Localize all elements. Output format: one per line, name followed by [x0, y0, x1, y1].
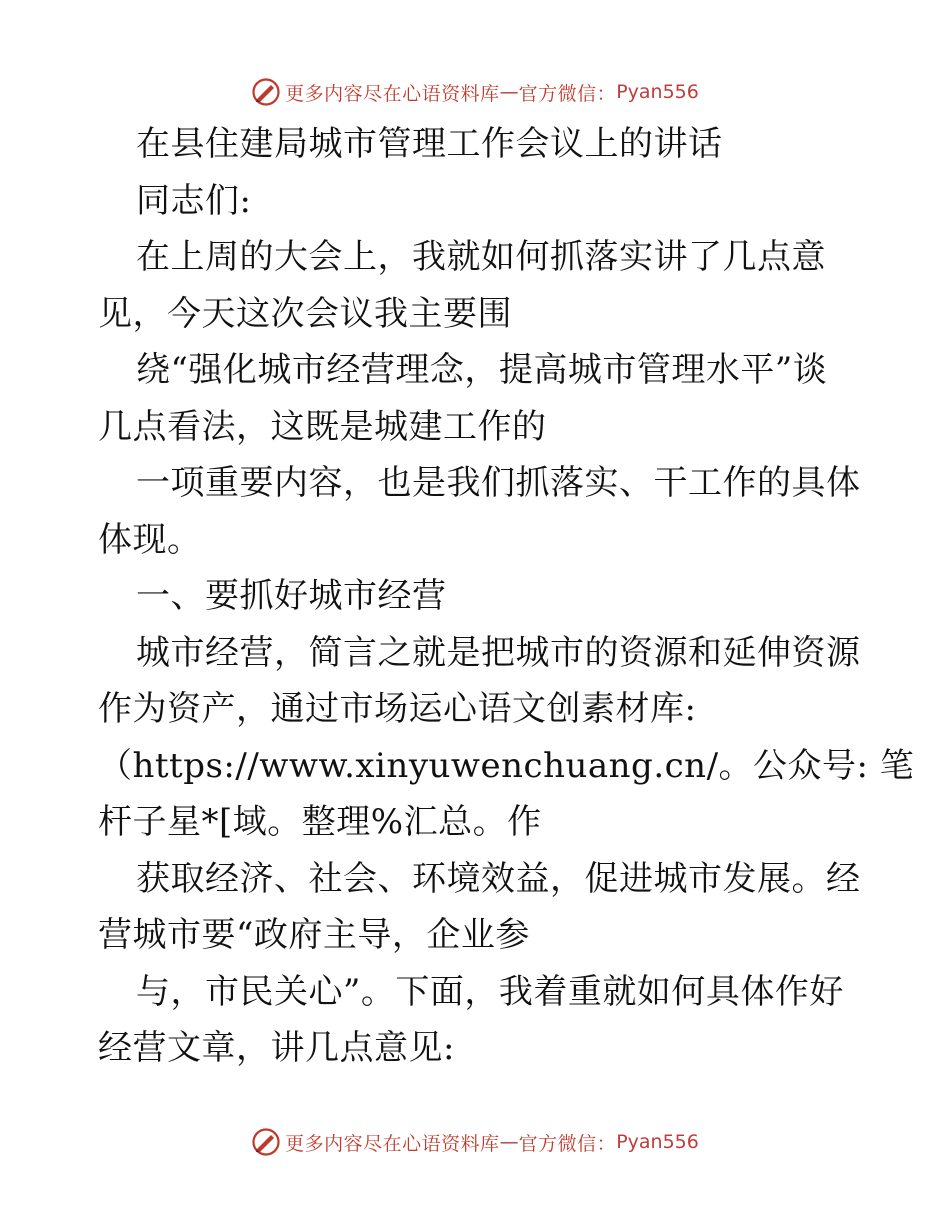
header-banner: [0, 72, 950, 112]
footer-banner: [0, 1122, 950, 1162]
paragraph-line: 体现。: [98, 519, 202, 560]
paragraph-line: 获取经济、社会、环境效益，促进城市发展。经: [136, 858, 861, 899]
paragraph-line: 见，今天这次会议我主要围: [98, 293, 512, 334]
banner-main-text: 更多内容尽在心语资料库: [285, 82, 500, 105]
paragraph-line: （https://www.xinyuwenchuang.cn/。公众号: 笔: [98, 745, 915, 786]
paragraph-line: 几点看法，这既是城建工作的: [98, 406, 547, 447]
document-body: [98, 116, 915, 1077]
banner-contact-id: Pyan556: [616, 81, 699, 103]
section-heading: 一、要抓好城市经营: [136, 576, 447, 616]
paragraph-line: 营城市要“政府主导，企业参: [98, 915, 530, 955]
banner-contact-id: Pyan556: [616, 1131, 699, 1153]
banner-contact-label: 官方微信：: [518, 1132, 617, 1155]
banner-separator: —: [499, 81, 519, 103]
paragraph-line: 城市经营，简言之就是把城市的资源和延伸资源: [136, 632, 861, 673]
salutation: 同志们:: [136, 180, 252, 221]
document-title: 在县住建局城市管理工作会议上的讲话: [136, 124, 723, 164]
paragraph-line: 与，市民关心”。下面，我着重就如何具体作好: [136, 971, 844, 1012]
paragraph-line: 绕“强化城市经营理念，提高城市管理水平”谈: [136, 350, 828, 390]
banner-main-text: 更多内容尽在心语资料库: [285, 1132, 500, 1155]
pen-logo-icon: [251, 1127, 281, 1157]
banner-contact-label: 官方微信：: [518, 82, 617, 105]
paragraph-line: 杆子星*[域。整理%汇总。作: [98, 802, 542, 842]
banner-separator: —: [499, 1131, 519, 1153]
paragraph-line: 经营文章，讲几点意见:: [98, 1028, 455, 1068]
paragraph-line: 一项重要内容，也是我们抓落实、干工作的具体: [136, 463, 861, 503]
paragraph-line: 作为资产，通过市场运心语文创素材库:: [98, 689, 697, 729]
paragraph-line: 在上周的大会上，我就如何抓落实讲了几点意: [136, 237, 826, 277]
pen-logo-icon: [251, 77, 281, 107]
